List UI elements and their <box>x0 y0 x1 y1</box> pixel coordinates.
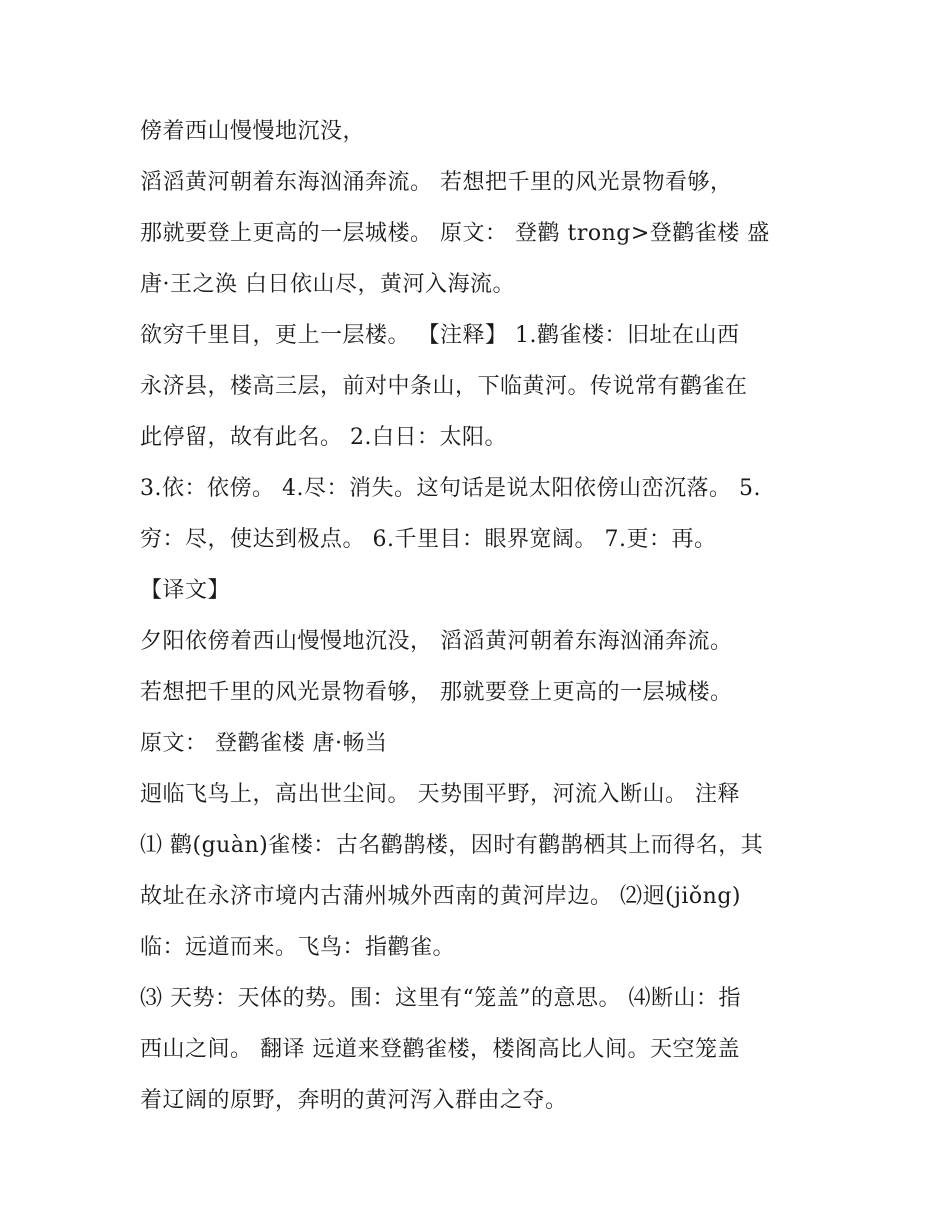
text-line: 3.依：依傍。 4.尽：消失。这句话是说太阳依傍山峦沉落。 5. <box>140 476 761 501</box>
text-line: ⑶ 天势：天体的势。围：这里有“笼盖”的意思。 ⑷断山：指 <box>140 986 741 1011</box>
text-line: 夕阳依傍着西山慢慢地沉没， 滔滔黄河朝着东海汹涌奔流。 <box>140 629 733 654</box>
text-line: 唐·王之涣 白日依山尽，黄河入海流。 <box>140 272 515 297</box>
section-heading: 【译文】 <box>140 578 231 603</box>
text-line: 临：远道而来。飞鸟：指鹳雀。 <box>140 935 456 960</box>
text-line: 迥临飞鸟上，高出世尘间。 天势围平野，河流入断山。 注释 <box>140 782 740 807</box>
document-body <box>140 106 830 1126</box>
text-line: ⑴ 鹳(guàn)雀楼：古名鹳鹊楼，因时有鹳鹊栖其上而得名，其 <box>140 833 764 858</box>
text-line: 原文： 登鹳雀楼 唐·畅当 <box>140 731 388 756</box>
text-line: 那就要登上更高的一层城楼。 原文： 登鹳 trong>登鹳雀楼 盛 <box>140 221 770 246</box>
text-line: 欲穷千里目，更上一层楼。 【注释】 1.鹳雀楼：旧址在山西 <box>140 323 740 348</box>
text-line: 傍着西山慢慢地沉没， <box>140 119 366 144</box>
text-line: 若想把千里的风光景物看够， 那就要登上更高的一层城楼。 <box>140 680 733 705</box>
text-line: 穷：尽，使达到极点。 6.千里目：眼界宽阔。 7.更：再。 <box>140 527 717 552</box>
text-line: 西山之间。 翻译 远道来登鹳雀楼，楼阁高比人间。天空笼盖 <box>140 1037 740 1062</box>
text-line: 故址在永济市境内古蒲州城外西南的黄河岸边。 ⑵迥(jiǒng) <box>140 884 742 909</box>
text-line: 此停留，故有此名。 2.白日：太阳。 <box>140 425 507 450</box>
text-line: 滔滔黄河朝着东海汹涌奔流。 若想把千里的风光景物看够， <box>140 170 733 195</box>
text-line: 着辽阔的原野，奔明的黄河泻入群由之夺。 <box>140 1088 568 1113</box>
text-line: 永济县，楼高三层，前对中条山，下临黄河。传说常有鹳雀在 <box>140 374 748 399</box>
